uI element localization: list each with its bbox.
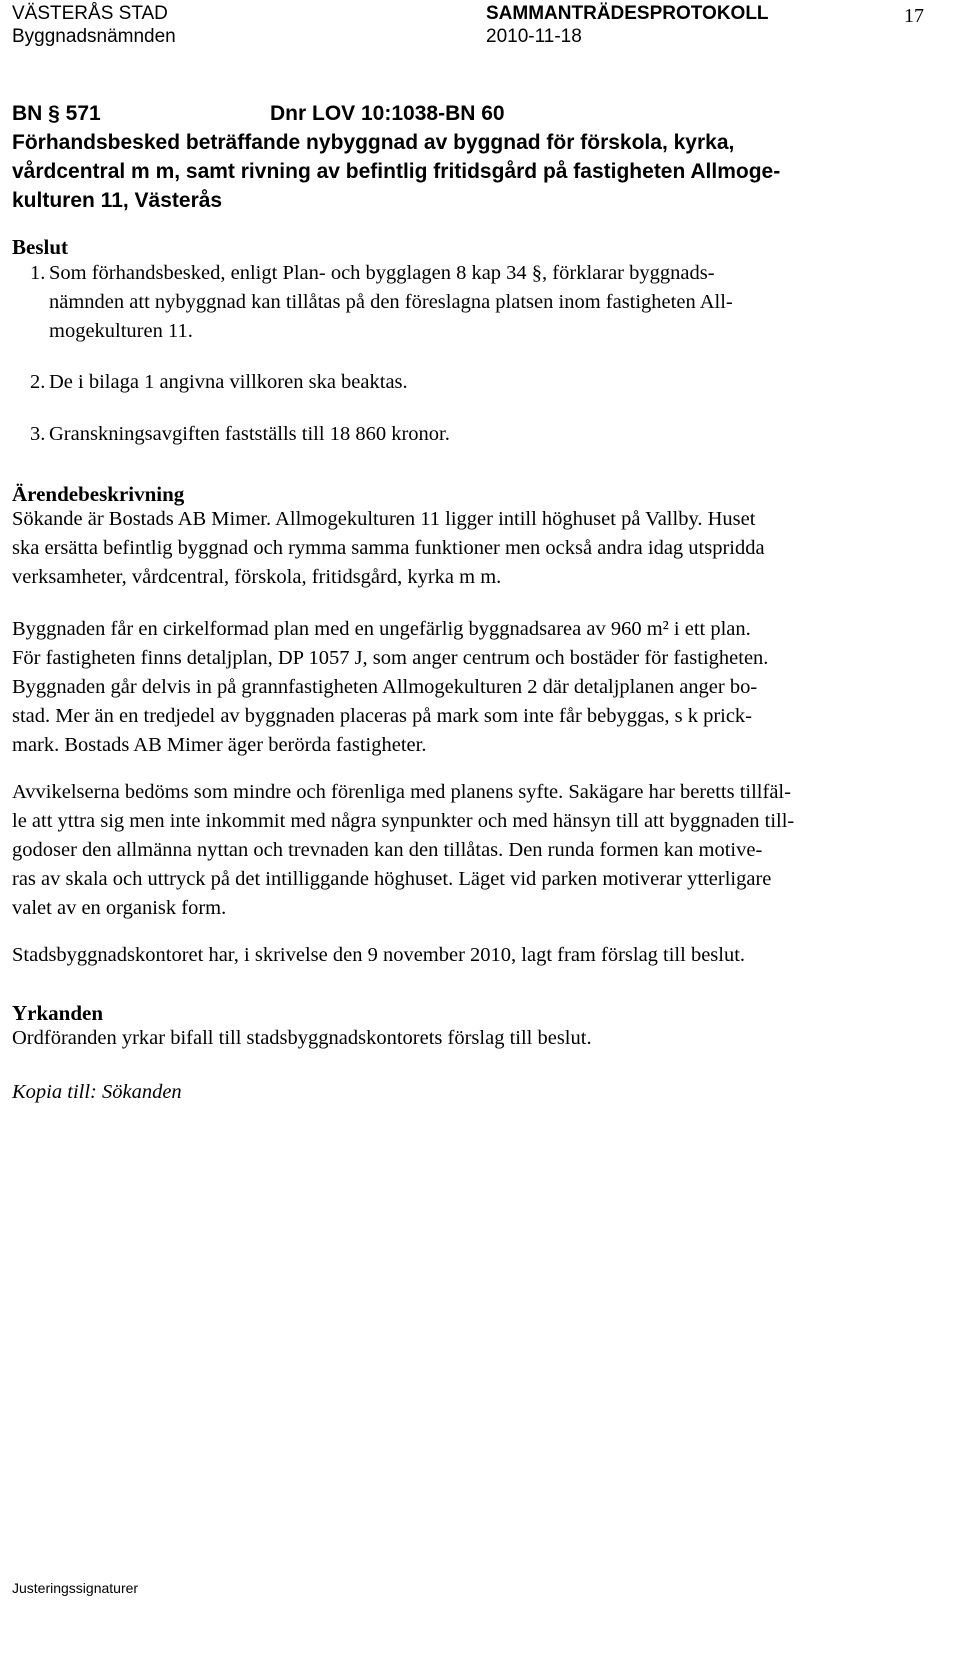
arende-paragraph-3	[12, 778, 947, 923]
case-title	[12, 128, 780, 215]
paragraph-line: ras av skala och uttryck på det intilliggande höghuset. Läget vid parken motiverar ytterligare	[12, 868, 772, 890]
beslut-item-number: 1.	[30, 262, 46, 284]
paragraph-line: För fastigheten finns detaljplan, DP 1057 J, som anger centrum och bostäder för fastigheten.	[12, 647, 769, 669]
footer-signatures: Justeringssignaturer	[12, 1580, 139, 1596]
beslut-item-2	[30, 368, 929, 397]
header-org: VÄSTERÅS STAD	[12, 3, 168, 24]
paragraph-line: le att yttra sig men inte inkommit med några synpunkter och med hänsyn till att byggnaden till-	[12, 810, 795, 832]
beslut-item-number: 2.	[30, 371, 46, 393]
beslut-item-3	[30, 420, 929, 449]
beslut-item-line: Granskningsavgiften fastställs till 18 860 kronor.	[49, 423, 450, 445]
paragraph-line: Byggnaden får en cirkelformad plan med en ungefärlig byggnadsarea av 960 m² i ett plan.	[12, 618, 751, 640]
beslut-item-line: Som förhandsbesked, enligt Plan- och bygglagen 8 kap 34 §, förklarar byggnads-	[49, 262, 715, 284]
beslut-item-number: 3.	[30, 423, 46, 445]
paragraph-line: Avvikelserna bedöms som mindre och förenliga med planens syfte. Sakägare har beretts tillfäl-	[12, 781, 791, 803]
kopia-till	[12, 1078, 947, 1107]
beslut-item-line: nämnden att nybyggnad kan tillåtas på den föreslagna platsen inom fastigheten All-	[49, 291, 733, 313]
beslut-item-1	[30, 259, 929, 346]
arende-paragraph-4	[12, 941, 947, 970]
paragraph-line: stad. Mer än en tredjedel av byggnaden placeras på mark som inte får bebyggas, s k prick-	[12, 705, 753, 727]
paragraph-line: Sökande är Bostads AB Mimer. Allmogekulturen 11 ligger intill höghuset på Vallby. Huset	[12, 508, 756, 530]
header-doc-type: SAMMANTRÄDESPROTOKOLL	[486, 3, 769, 24]
case-dnr: Dnr LOV 10:1038-BN 60	[270, 102, 505, 125]
kopia-line: Kopia till: Sökanden	[12, 1081, 182, 1103]
beslut-heading: Beslut	[12, 235, 69, 259]
case-title-line: vårdcentral m m, samt rivning av befintlig fritidsgård på fastigheten Allmoge-	[12, 160, 781, 183]
paragraph-line: valet av en organisk form.	[12, 897, 227, 919]
case-title-line: kulturen 11, Västerås	[12, 189, 223, 212]
paragraph-line: ska ersätta befintlig byggnad och rymma samma funktioner men också andra idag utspridda	[12, 537, 765, 559]
paragraph-line: mark. Bostads AB Mimer äger berörda fastigheter.	[12, 734, 427, 756]
beslut-item-line: mogekulturen 11.	[49, 320, 193, 342]
page-number: 17	[904, 5, 924, 27]
arende-paragraph-1	[12, 505, 947, 592]
header-date: 2010-11-18	[486, 26, 582, 47]
beslut-item-line: De i bilaga 1 angivna villkoren ska beaktas.	[49, 371, 408, 393]
paragraph-line: Stadsbyggnadskontoret har, i skrivelse den 9 november 2010, lagt fram förslag till beslut.	[12, 944, 746, 966]
header-committee: Byggnadsnämnden	[12, 26, 176, 47]
yrkanden-text	[12, 1024, 947, 1053]
paragraph-line: Ordföranden yrkar bifall till stadsbyggnadskontorets förslag till beslut.	[12, 1027, 592, 1049]
case-id: BN § 571	[12, 102, 101, 125]
arendebeskrivning-heading: Ärendebeskrivning	[12, 482, 185, 506]
yrkanden-heading: Yrkanden	[12, 1001, 104, 1025]
paragraph-line: verksamheter, vårdcentral, förskola, fritidsgård, kyrka m m.	[12, 566, 502, 588]
arende-paragraph-2	[12, 615, 947, 760]
paragraph-line: godoser den allmänna nyttan och trevnaden kan den tillåtas. Den runda formen kan motive-	[12, 839, 763, 861]
case-title-line: Förhandsbesked beträffande nybyggnad av byggnad för förskola, kyrka,	[12, 131, 735, 154]
paragraph-line: Byggnaden går delvis in på grannfastigheten Allmogekulturen 2 där detaljplanen anger bo-	[12, 676, 758, 698]
